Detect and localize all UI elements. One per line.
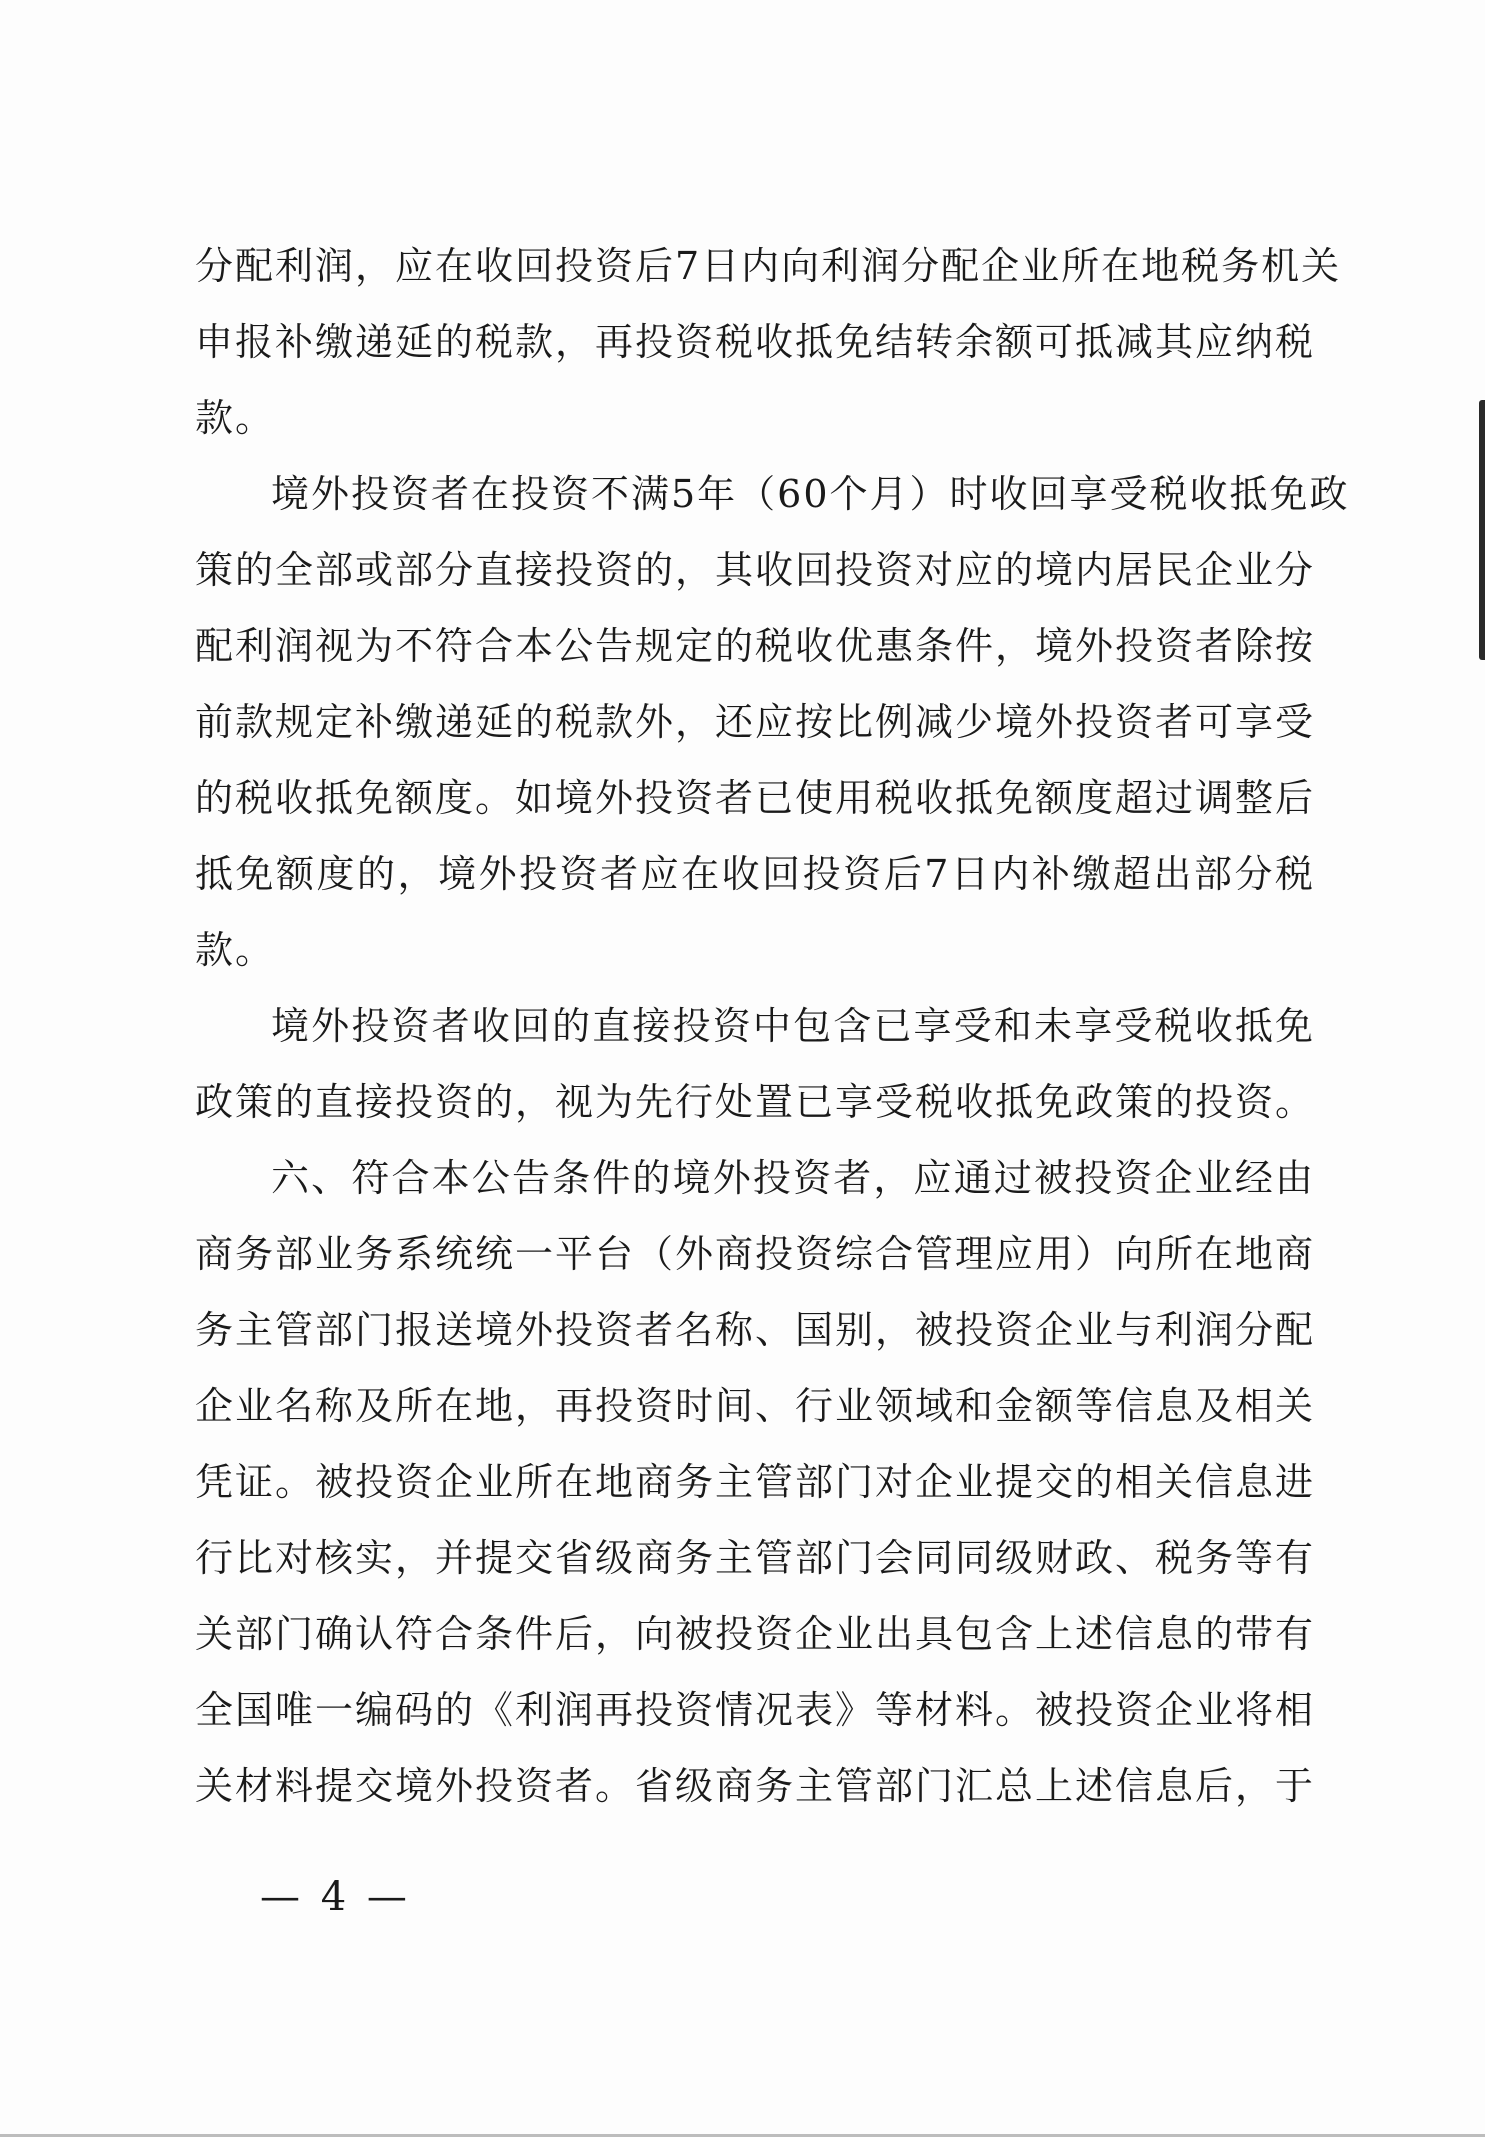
text-line: 的税收抵免额度。如境外投资者已使用税收抵免额度超过调整后 — [195, 776, 1316, 820]
text-line: 行比对核实，并提交省级商务主管部门会同同级财政、税务等有 — [195, 1536, 1316, 1580]
text-line: 申报补缴递延的税款，再投资税收抵免结转余额可抵减其应纳税 — [195, 320, 1316, 364]
scan-edge-mark — [1479, 400, 1485, 660]
page-number: — 4 — — [260, 1874, 411, 1920]
text-line: 前款规定补缴递延的税款外，还应按比例减少境外投资者可享受 — [195, 700, 1316, 744]
text-line: 政策的直接投资的，视为先行处置已享受税收抵免政策的投资。 — [195, 1080, 1316, 1124]
text-line: 关部门确认符合条件后，向被投资企业出具包含上述信息的带有 — [195, 1612, 1316, 1656]
text-line: 凭证。被投资企业所在地商务主管部门对企业提交的相关信息进 — [195, 1460, 1316, 1504]
text-line: 商务部业务系统统一平台（外商投资综合管理应用）向所在地商 — [195, 1232, 1316, 1276]
text-line: 抵免额度的，境外投资者应在收回投资后7日内补缴超出部分税 — [195, 852, 1315, 896]
text-line: 策的全部或部分直接投资的，其收回投资对应的境内居民企业分 — [195, 548, 1316, 592]
text-line: 境外投资者收回的直接投资中包含已享受和未享受税收抵免 — [271, 1004, 1315, 1048]
text-line: 企业名称及所在地，再投资时间、行业领域和金额等信息及相关 — [195, 1384, 1316, 1428]
text-line: 配利润视为不符合本公告规定的税收优惠条件，境外投资者除按 — [195, 624, 1316, 668]
text-line: 关材料提交境外投资者。省级商务主管部门汇总上述信息后，于 — [195, 1764, 1316, 1808]
text-line: 六、符合本公告条件的境外投资者，应通过被投资企业经由 — [271, 1156, 1315, 1200]
text-line: 款。 — [195, 928, 276, 972]
text-line: 款。 — [195, 396, 276, 440]
text-line: 务主管部门报送境外投资者名称、国别，被投资企业与利润分配 — [195, 1308, 1316, 1352]
document-body — [195, 228, 1350, 1824]
text-line: 全国唯一编码的《利润再投资情况表》等材料。被投资企业将相 — [195, 1688, 1316, 1732]
text-line: 境外投资者在投资不满5年（60个月）时收回享受税收抵免政 — [271, 472, 1350, 516]
text-line: 分配利润，应在收回投资后7日内向利润分配企业所在地税务机关 — [195, 244, 1342, 288]
